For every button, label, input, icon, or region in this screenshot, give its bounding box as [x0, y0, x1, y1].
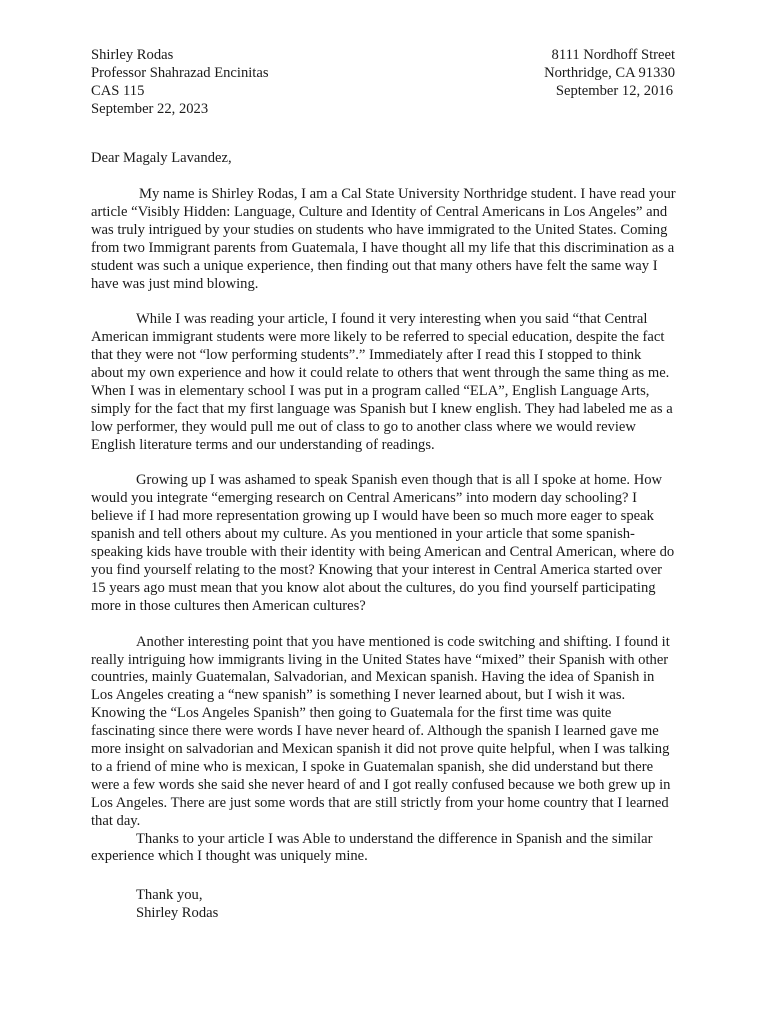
address-block [415, 47, 675, 101]
letter-body [91, 186, 677, 866]
closing-phrase: Thank you, [136, 887, 203, 903]
sender-name: Shirley Rodas [91, 47, 174, 63]
signature-name: Shirley Rodas [136, 904, 219, 921]
body-paragraph: My name is Shirley Rodas, I am a Cal State University Northridge student. I have read your article “Visibly Hidden: Language, Culture and Identity of Central Americans in Los Angeles” and was truly intrigued by your studies on students who have immigrated to the United States. Coming from two Immigrant parents from Guatemala, I have thought all my life that this discrimination as a student was such a unique experience, then finding out that many others have felt the same way I have was just mind blowing. [91, 186, 676, 292]
salutation: Dear Magaly Lavandez, [91, 150, 232, 166]
city-state-zip: Northridge, CA 91330 [544, 64, 675, 81]
body-paragraph: Another interesting point that you have mentioned is code switching and shifting. I found it really intriguing how immigrants living in the United States have “mixed” their Spanish with other countries, mainly Guatemalan, Salvadorian, and Mexican spanish. Having the idea of Spanish in Los Angeles creating a “new spanish” is something I never learned about, but I wish it was. Knowing the “Los Angeles Spanish” then going to Guatemala for the first time was quite fascinating since there were words I have never heard of. Although the spanish I learned gave me more insight on salvadorian and Mexican spanish it did not prove quite helpful, when I was talking to a friend of mine who is mexican, I spoke in Guatemalan spanish, she did understand but there were a few words she said she never heard of and I got really confused because we both grew up in Los Angeles. There are just some words that are still strictly from your home country that I learned that day. [91, 633, 671, 829]
body-paragraph: Growing up I was ashamed to speak Spanish even though that is all I spoke at home. How would you integrate “emerging research on Central Americans” into modern day schooling? I believe if I had more representation growing up I would have been so much more eager to speak spanish and tell others about my culture. As you mentioned in your article that some spanish-speaking kids have trouble with their identity with being American and Central American, where do you find yourself relating to the most? Knowing that your interest in Central America started over 15 years ago must mean that you know alot about the cultures, do you find yourself participating more in those cultures then American cultures? [91, 472, 675, 614]
sender-block [91, 47, 431, 119]
professor-name: Professor Shahrazad Encinitas [91, 64, 269, 81]
street-address: 8111 Nordhoff Street [551, 47, 675, 63]
body-paragraph: Thanks to your article I was Able to understand the difference in Spanish and the similar experience which I thought was uniquely mine. [91, 830, 653, 865]
course-code: CAS 115 [91, 82, 145, 99]
closing-block [136, 887, 218, 923]
address-date: September 12, 2016 [555, 82, 673, 99]
body-paragraph: While I was reading your article, I found it very interesting when you said “that Central American immigrant students were more likely to be referred to special education, despite the fact that they were not “low performing students”.” Immediately after I read this I stopped to think about my own experience and how it could relate to others that went through the same thing as me. When I was in elementary school I was put in a program called “ELA”, English Language Arts, simply for the fact that my first language was Spanish but I knew english. They had labeled me as a low performer, they would pull me out of class to go to another class where we would review English literature terms and our understanding of readings. [91, 311, 673, 453]
sender-date: September 22, 2023 [91, 100, 209, 117]
